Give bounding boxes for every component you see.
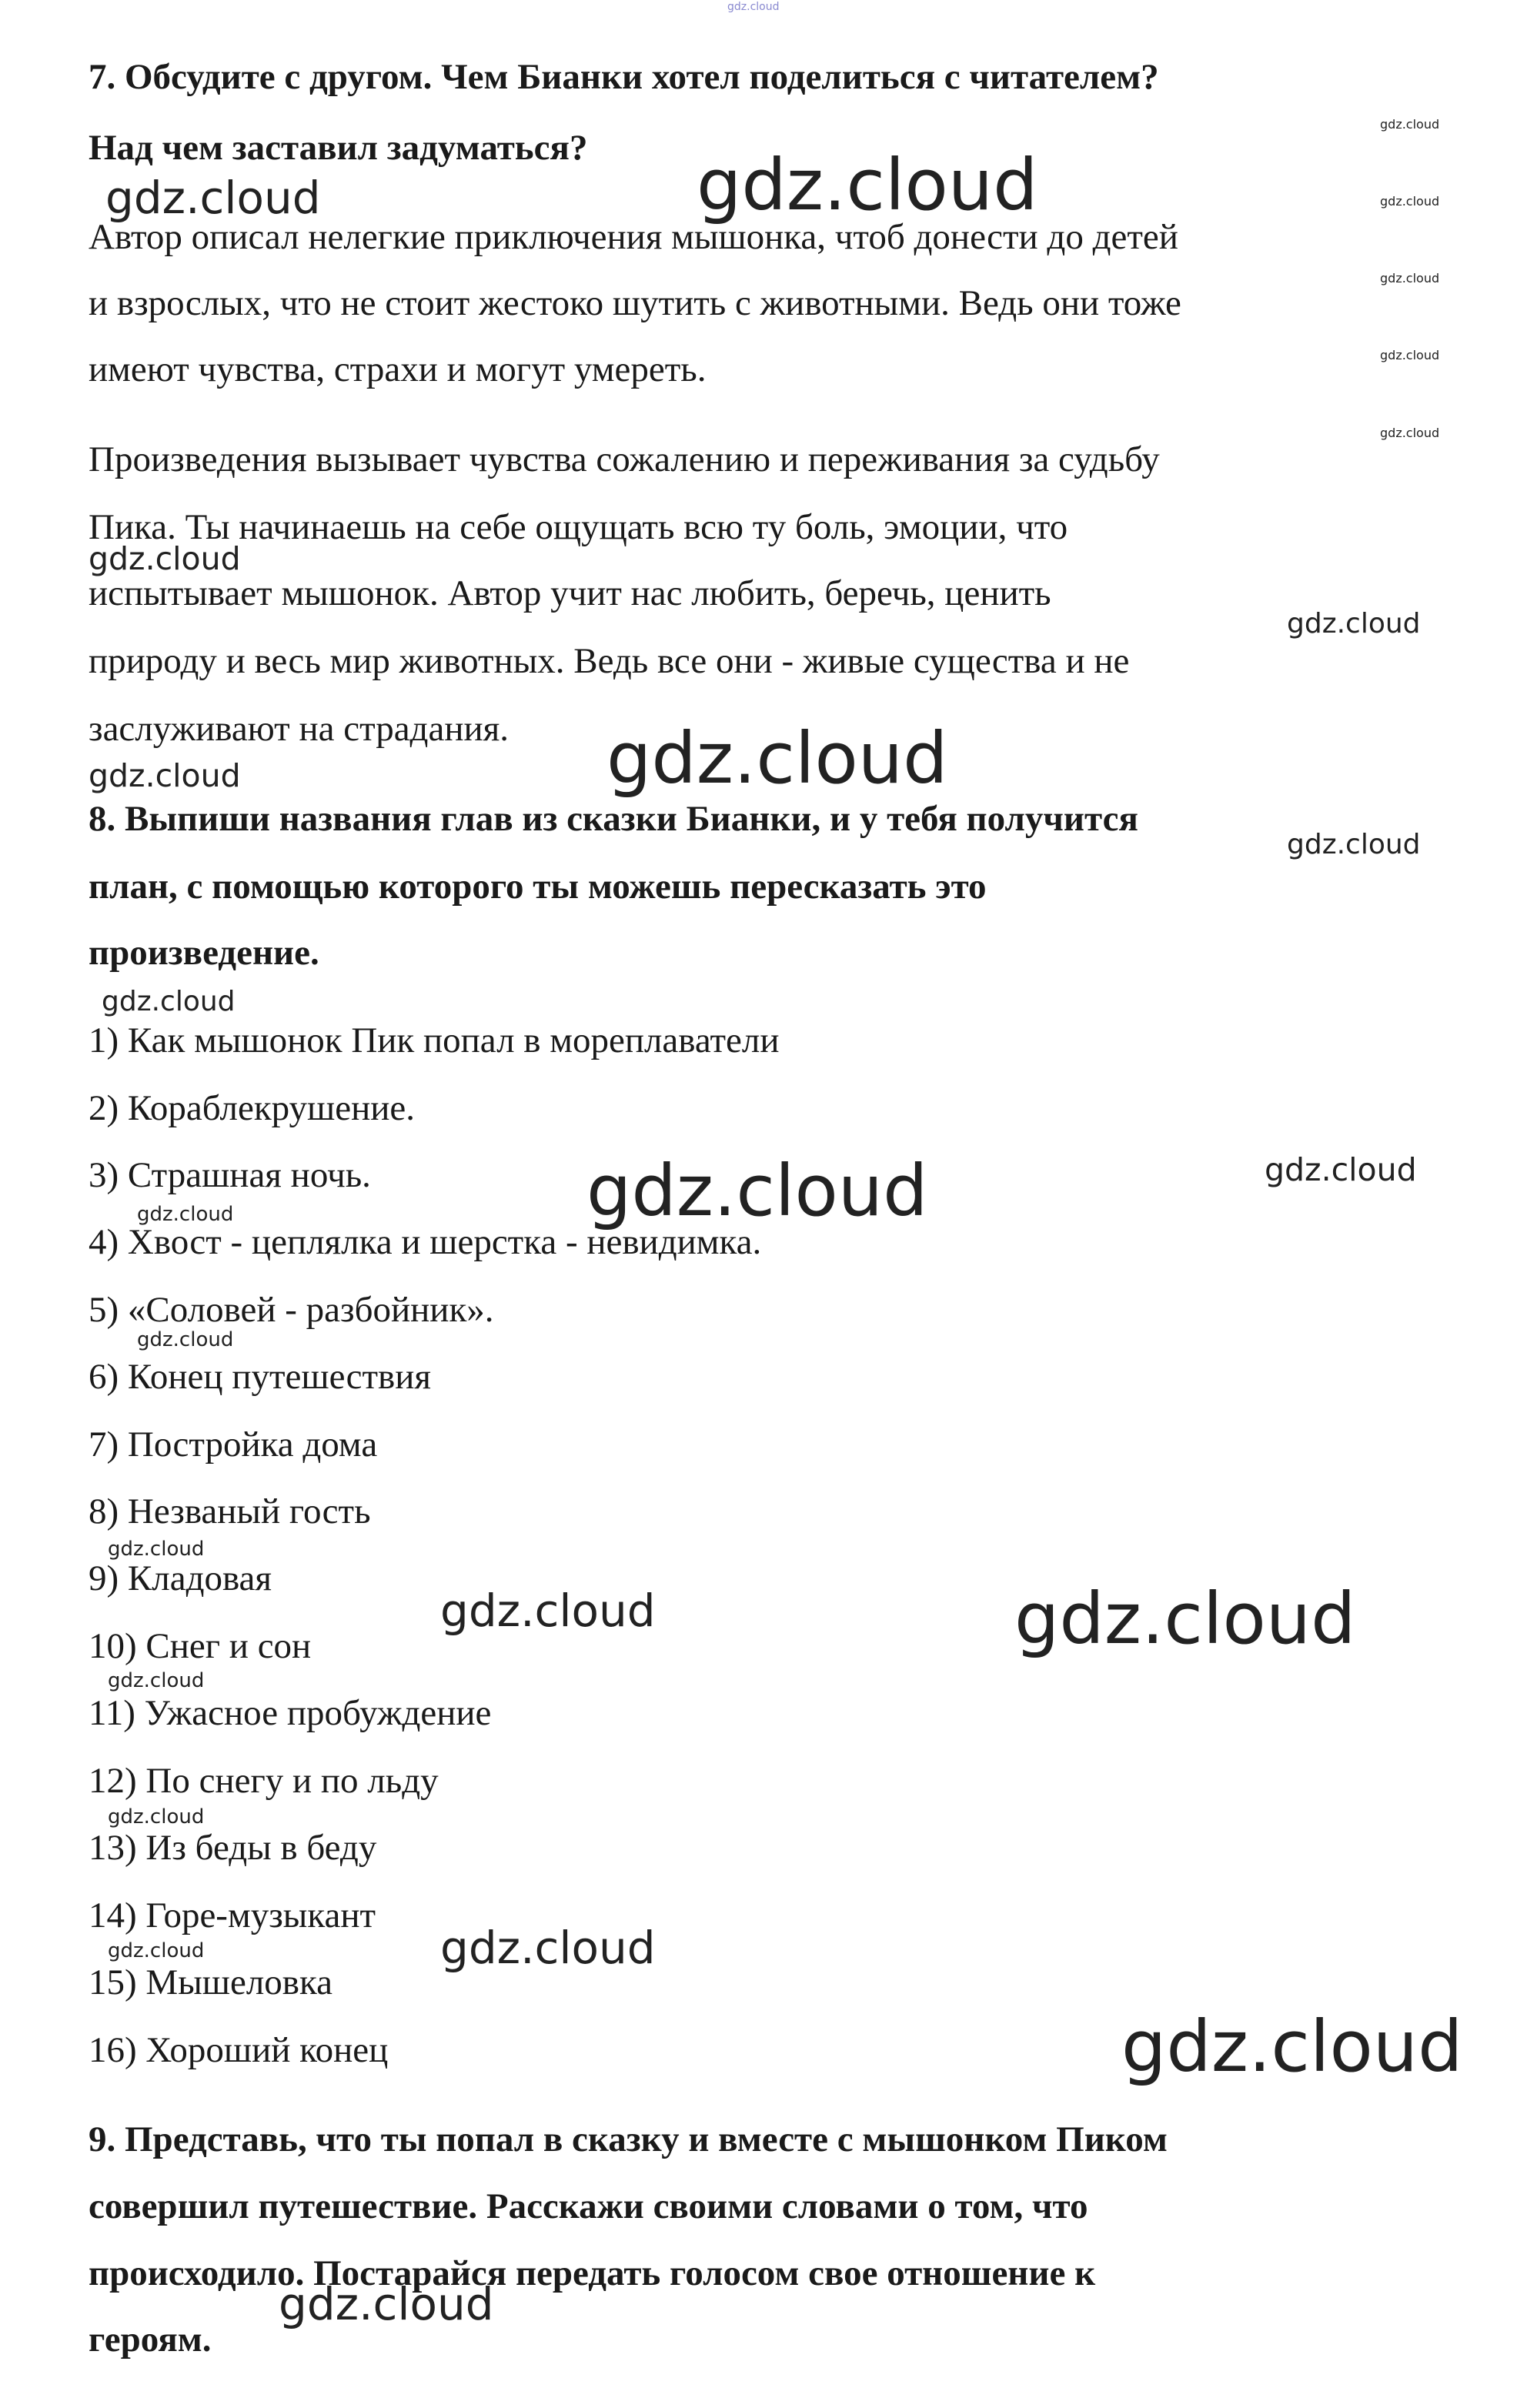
- watermark: gdz.cloud: [137, 1328, 234, 1351]
- list-item: 2) Кораблекрушение.: [89, 1088, 416, 1128]
- list-item: 14) Горе-музыкант: [89, 1895, 376, 1935]
- watermark: gdz.cloud: [1287, 829, 1421, 860]
- answer-7-p1-line: и взрослых, что не стоит жестоко шутить с животными. Ведь они тоже: [89, 283, 1181, 323]
- question-8-line: 8. Выпиши названия глав из сказки Бианки, и у тебя получится: [89, 799, 1138, 839]
- watermark: gdz.cloud: [108, 1805, 205, 1829]
- answer-7-p2-line: заслуживают на страдания.: [89, 709, 510, 749]
- answer-7-p2-line: Пика. Ты начинаешь на себе ощущать всю ту боль, эмоции, что: [89, 507, 1068, 547]
- list-item: 16) Хороший конец: [89, 2030, 389, 2070]
- question-8-line: план, с помощью которого ты можешь пересказать это: [89, 867, 987, 907]
- watermark: gdz.cloud: [137, 1203, 234, 1226]
- answer-7-p1-line: имеют чувства, страхи и могут умереть.: [89, 349, 707, 389]
- watermark: gdz.cloud: [697, 144, 1038, 226]
- question-9-line: героям.: [89, 2319, 212, 2360]
- watermark: gdz.cloud: [1380, 194, 1440, 209]
- watermark: gdz.cloud: [89, 757, 241, 794]
- watermark: gdz.cloud: [1287, 608, 1421, 640]
- watermark: gdz.cloud: [1380, 426, 1440, 440]
- watermark: gdz.cloud: [606, 717, 948, 800]
- watermark: gdz.cloud: [108, 1939, 205, 1962]
- watermark: gdz.cloud: [1014, 1578, 1356, 1660]
- list-item: 3) Страшная ночь.: [89, 1155, 371, 1195]
- question-9-line: совершил путешествие. Расскажи своими словами о том, что: [89, 2186, 1088, 2226]
- watermark: gdz.cloud: [1380, 271, 1440, 286]
- watermark: gdz.cloud: [727, 1, 780, 13]
- question-7-line: 7. Обсудите с другом. Чем Бианки хотел поделиться с читателем?: [89, 57, 1159, 97]
- list-item: 15) Мышеловка: [89, 1962, 332, 2002]
- list-item: 9) Кладовая: [89, 1558, 272, 1598]
- question-7-line: Над чем заставил задуматься?: [89, 128, 588, 168]
- watermark: gdz.cloud: [1380, 348, 1440, 362]
- list-item: 7) Постройка дома: [89, 1424, 378, 1465]
- watermark: gdz.cloud: [1380, 117, 1440, 132]
- watermark: gdz.cloud: [108, 1669, 205, 1692]
- answer-7-p1-line: Автор описал нелегкие приключения мышонка, чтоб донести до детей: [89, 217, 1178, 257]
- answer-7-p2-line: Произведения вызывает чувства сожалению и переживания за судьбу: [89, 439, 1160, 479]
- list-item: 13) Из беды в беду: [89, 1828, 377, 1868]
- list-item: 4) Хвост - цеплялка и шерстка - невидимка.: [89, 1222, 762, 1262]
- watermark: gdz.cloud: [1121, 2006, 1463, 2088]
- list-item: 8) Незваный гость: [89, 1491, 371, 1531]
- list-item: 12) По снегу и по льду: [89, 1761, 439, 1801]
- watermark: gdz.cloud: [586, 1150, 928, 1232]
- list-item: 11) Ужасное пробуждение: [89, 1693, 492, 1733]
- watermark: gdz.cloud: [89, 540, 241, 577]
- watermark: gdz.cloud: [1265, 1151, 1417, 1188]
- answer-7-p2-line: испытывает мышонок. Автор учит нас любить, беречь, ценить: [89, 573, 1051, 613]
- watermark: gdz.cloud: [102, 986, 236, 1017]
- list-item: 10) Снег и сон: [89, 1626, 312, 1666]
- watermark: gdz.cloud: [279, 2278, 494, 2330]
- question-8-line: произведение.: [89, 933, 319, 973]
- list-item: 1) Как мышонок Пик попал в мореплаватели: [89, 1020, 780, 1060]
- list-item: 6) Конец путешествия: [89, 1357, 431, 1397]
- question-9-line: 9. Представь, что ты попал в сказку и вместе с мышонком Пиком: [89, 2119, 1168, 2159]
- watermark: gdz.cloud: [108, 1538, 205, 1561]
- watermark: gdz.cloud: [105, 172, 321, 224]
- question-9-line: происходило. Постарайся передать голосом свое отношение к: [89, 2253, 1096, 2293]
- list-item: 5) «Соловей - разбойник».: [89, 1290, 494, 1330]
- watermark: gdz.cloud: [440, 1922, 656, 1974]
- watermark: gdz.cloud: [440, 1585, 656, 1637]
- answer-7-p2-line: природу и весь мир животных. Ведь все они - живые существа и не: [89, 641, 1130, 681]
